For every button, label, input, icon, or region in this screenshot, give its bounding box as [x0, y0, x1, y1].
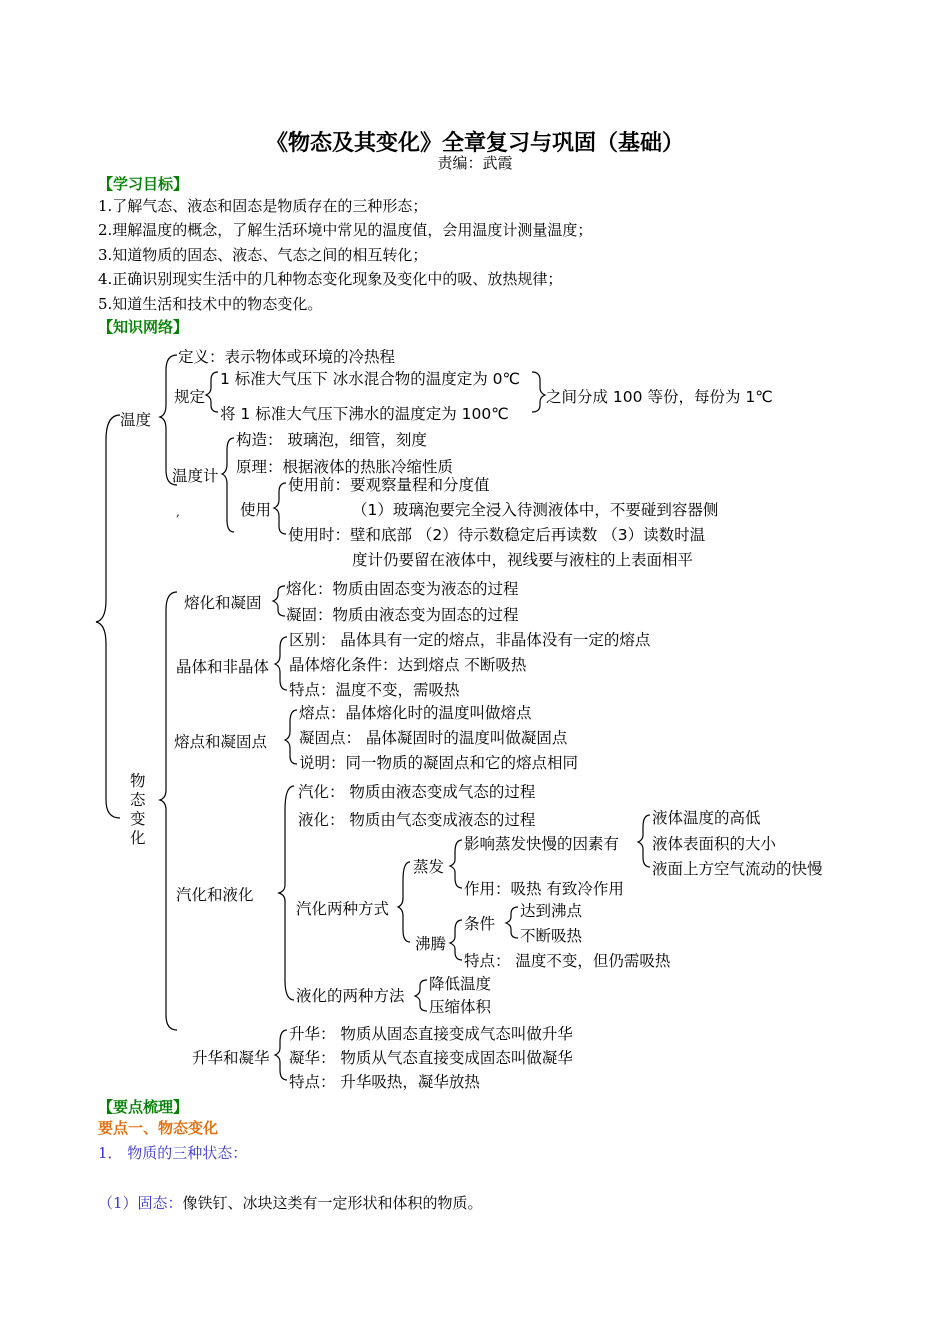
node-factors: 影响蒸发快慢的因素有	[464, 835, 620, 853]
node-cond-2: 不断吸热	[520, 927, 583, 945]
node-melting: 熔化：物质由固态变为液态的过程	[286, 580, 519, 598]
section-learning-goals: 【学习目标】	[98, 175, 189, 193]
node-sublimation-label: 升华和凝华	[192, 1049, 270, 1067]
node-melting-freezing: 熔化和凝固	[184, 594, 262, 612]
node-during-use-1: （1）玻璃泡要完全浸入待测液体中，不要碰到容器侧	[352, 501, 719, 519]
goal-item: 4.正确识别现实生活中的几种物态变化现象及变化中的吸、放热规律；	[98, 270, 563, 288]
node-difference: 区别： 晶体具有一定的熔点，非晶体没有一定的熔点	[289, 631, 651, 649]
section-knowledge-network: 【知识网络】	[98, 318, 189, 336]
node-liquefy-methods: 液化的两种方法	[296, 987, 405, 1005]
solid-state-line	[98, 1192, 483, 1213]
node-sub-feature: 特点： 升华吸热，凝华放热	[289, 1073, 480, 1091]
node-during-use-3: 度计仍要留在液体中，视线要与液柱的上表面相平	[352, 551, 694, 569]
node-before-use: 使用前：要观察量程和分度值	[288, 476, 490, 494]
node-temperature: 温度	[120, 411, 152, 429]
editor-line: 责编：武霞	[437, 154, 513, 172]
node-freeze-point: 凝固点： 晶体凝固时的温度叫做凝固点	[299, 729, 568, 747]
solid-text: 像铁钉、冰块这类有一定形状和体积的物质。	[182, 1194, 483, 1212]
node-factor-3: 液面上方空气流动的快慢	[652, 860, 823, 878]
node-crystal-condition: 晶体熔化条件：达到熔点 不断吸热	[289, 656, 527, 674]
node-deposition: 凝华： 物质从气态直接变成固态叫做凝华	[289, 1049, 573, 1067]
node-rule-division: 之间分成 100 等份，每份为 1℃	[546, 388, 773, 406]
node-rule-2: 将 1 标准大气压下沸水的温度定为 100℃	[220, 405, 509, 423]
goal-item: 2.理解温度的概念，了解生活环境中常见的温度值，会用温度计测量温度；	[98, 221, 593, 239]
keypoint-item: 1． 物质的三种状态：	[98, 1144, 248, 1162]
node-two-ways: 汽化两种方式	[296, 900, 390, 918]
node-sublimation: 升华： 物质从固态直接变成气态叫做升华	[289, 1025, 573, 1043]
node-evaporation: 蒸发	[413, 858, 445, 876]
node-liquefy: 液化： 物质由气态变成液态的过程	[298, 811, 536, 829]
node-use: 使用	[240, 501, 272, 519]
node-temp-definition: 定义：表示物体或环境的冷热程	[178, 348, 396, 366]
node-method-1: 降低温度	[429, 975, 492, 993]
section-key-points: 【要点梳理】	[98, 1098, 189, 1116]
page-title: 《物态及其变化》全章复习与巩固（基础）	[265, 130, 684, 156]
goal-item: 1.了解气态、液态和固态是物质存在的三种形态；	[98, 197, 428, 215]
node-note: 说明：同一物质的凝固点和它的熔点相同	[299, 754, 579, 772]
node-thermometer: 温度计	[172, 467, 219, 485]
node-boil-feature: 特点： 温度不变，但仍需吸热	[464, 952, 671, 970]
node-structure: 构造： 玻璃泡，细管，刻度	[236, 431, 427, 449]
node-boiling: 沸腾	[415, 935, 447, 953]
node-condition: 条件	[464, 915, 496, 933]
node-method-2: 压缩体积	[429, 998, 492, 1016]
svg-text:,: ,	[176, 505, 180, 519]
goal-item: 3.知道物质的固态、液态、气态之间的相互转化；	[98, 246, 428, 264]
node-points: 熔点和凝固点	[174, 733, 268, 751]
node-factor-1: 液体温度的高低	[652, 809, 761, 827]
node-crystal-feature: 特点：温度不变，需吸热	[289, 681, 460, 699]
node-principle: 原理：根据液体的热胀冷缩性质	[236, 458, 454, 476]
node-vaporization: 汽化和液化	[176, 886, 254, 904]
node-freezing: 凝固：物质由液态变为固态的过程	[286, 606, 519, 624]
node-cond-1: 达到沸点	[520, 902, 583, 920]
node-during-use-2: 使用时：壁和底部 （2）待示数稳定后再读数 （3）读数时温	[288, 526, 706, 544]
node-vaporize: 汽化： 物质由液态变成气态的过程	[298, 783, 536, 801]
node-state-change: 物态变化	[130, 772, 146, 847]
keypoint-heading: 要点一、物态变化	[98, 1119, 219, 1137]
goal-item: 5.知道生活和技术中的物态变化。	[98, 295, 323, 313]
node-melt-point: 熔点：晶体熔化时的温度叫做熔点	[299, 704, 532, 722]
node-rule: 规定	[174, 388, 206, 406]
solid-label: （1）固态：	[98, 1194, 183, 1212]
node-rule-1: 1 标准大气压下 冰水混合物的温度定为 0℃	[220, 370, 520, 388]
node-evap-effect: 作用：吸热 有致冷作用	[464, 880, 624, 898]
node-factor-2: 液体表面积的大小	[652, 835, 777, 853]
node-crystal: 晶体和非晶体	[176, 658, 270, 676]
